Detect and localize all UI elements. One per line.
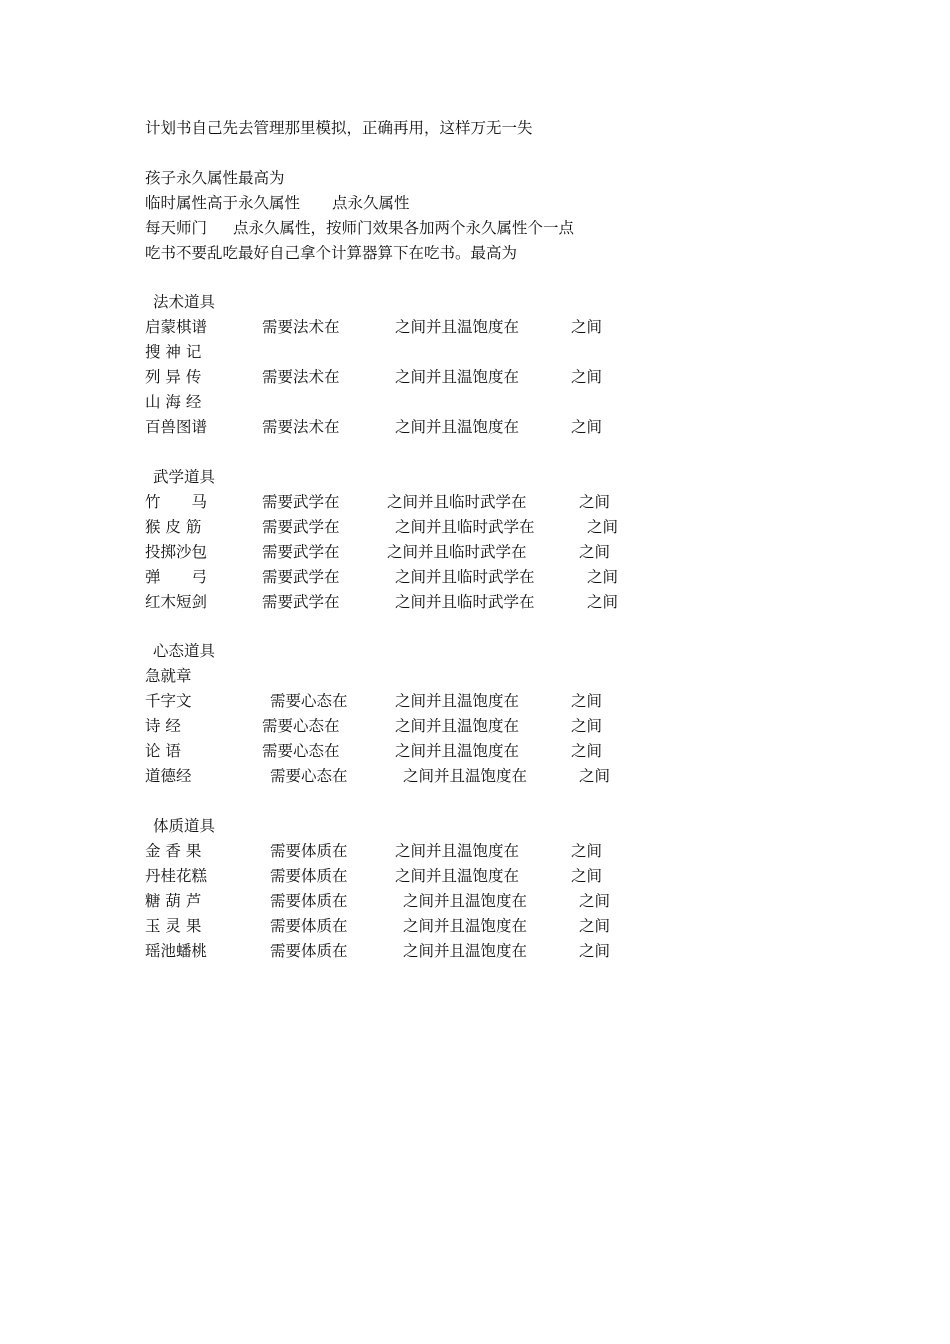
item-end: 之间 [579,917,611,935]
item-cond: 之间并且温饱度在 [395,717,520,735]
item-end: 之间 [571,368,603,386]
section-title-xintai: 心态道具 [153,642,216,660]
item-end: 之间 [579,892,611,910]
item-name: 道德经 [145,767,192,785]
item-name: 急就章 [145,667,192,685]
item-cond: 之间并且温饱度在 [395,692,520,710]
item-end: 之间 [571,318,603,336]
item-cond: 之间并且温饱度在 [395,742,520,760]
item-name: 金 香 果 [145,842,202,860]
intro-line-3-part-b: 点永久属性 [332,194,410,212]
item-end: 之间 [571,842,603,860]
item-req: 需要武学在 [262,518,340,536]
item-cond: 之间并且温饱度在 [403,942,528,960]
item-end: 之间 [579,767,611,785]
item-name: 启蒙棋谱 [145,318,208,336]
item-end: 之间 [571,418,603,436]
item-req: 需要心态在 [270,692,348,710]
item-name: 论 语 [145,742,181,760]
item-req: 需要心态在 [270,767,348,785]
section-title-tizhi: 体质道具 [153,817,216,835]
item-end: 之间 [579,543,611,561]
item-end: 之间 [571,867,603,885]
item-req: 需要武学在 [262,493,340,511]
item-req: 需要武学在 [262,568,340,586]
item-req: 需要体质在 [270,917,348,935]
item-name: 千字文 [145,692,192,710]
item-end: 之间 [587,593,619,611]
item-req: 需要体质在 [270,867,348,885]
item-cond: 之间并且温饱度在 [403,892,528,910]
item-name: 百兽图谱 [145,418,208,436]
item-cond: 之间并且温饱度在 [395,867,520,885]
item-end: 之间 [571,717,603,735]
item-cond: 之间并且温饱度在 [403,767,528,785]
item-name: 瑶池蟠桃 [145,942,208,960]
section-title-fashu: 法术道具 [153,293,216,311]
item-name: 搜 神 记 [145,343,202,361]
item-name: 竹 马 [145,493,208,511]
item-name: 弹 弓 [145,568,208,586]
intro-line-3-part-a: 临时属性高于永久属性 [145,194,301,212]
item-req: 需要法术在 [262,318,340,336]
item-name: 丹桂花糕 [145,867,208,885]
item-cond: 之间并且临时武学在 [387,493,527,511]
item-req: 需要心态在 [262,717,340,735]
item-name: 红木短剑 [145,593,208,611]
item-req: 需要法术在 [262,368,340,386]
item-req: 需要体质在 [270,842,348,860]
item-cond: 之间并且临时武学在 [387,543,527,561]
item-name: 投掷沙包 [145,543,208,561]
item-cond: 之间并且临时武学在 [395,518,535,536]
intro-line-4-part-b: 点永久属性，按师门效果各加两个永久属性个一点 [233,219,575,237]
item-cond: 之间并且临时武学在 [395,593,535,611]
item-name: 列 异 传 [145,368,202,386]
item-cond: 之间并且温饱度在 [395,842,520,860]
item-cond: 之间并且温饱度在 [395,368,520,386]
item-req: 需要体质在 [270,892,348,910]
item-name: 山 海 经 [145,393,202,411]
item-end: 之间 [579,942,611,960]
item-req: 需要体质在 [270,942,348,960]
item-name: 诗 经 [145,717,181,735]
item-cond: 之间并且温饱度在 [403,917,528,935]
intro-line-5: 吃书不要乱吃最好自己拿个计算器算下在吃书。最高为 [145,244,518,262]
item-end: 之间 [587,568,619,586]
intro-line-1: 计划书自己先去管理那里模拟，正确再用，这样万无一失 [145,119,533,137]
intro-line-4-part-a: 每天师门 [145,219,208,237]
item-req: 需要武学在 [262,543,340,561]
item-req: 需要武学在 [262,593,340,611]
item-name: 猴 皮 筋 [145,518,202,536]
item-name: 玉 灵 果 [145,917,202,935]
item-end: 之间 [587,518,619,536]
item-end: 之间 [579,493,611,511]
section-title-wuxue: 武学道具 [153,468,216,486]
item-req: 需要心态在 [262,742,340,760]
intro-line-2: 孩子永久属性最高为 [145,169,285,187]
item-end: 之间 [571,692,603,710]
item-req: 需要法术在 [262,418,340,436]
item-cond: 之间并且临时武学在 [395,568,535,586]
item-end: 之间 [571,742,603,760]
item-name: 糖 葫 芦 [145,892,202,910]
item-cond: 之间并且温饱度在 [395,418,520,436]
item-cond: 之间并且温饱度在 [395,318,520,336]
